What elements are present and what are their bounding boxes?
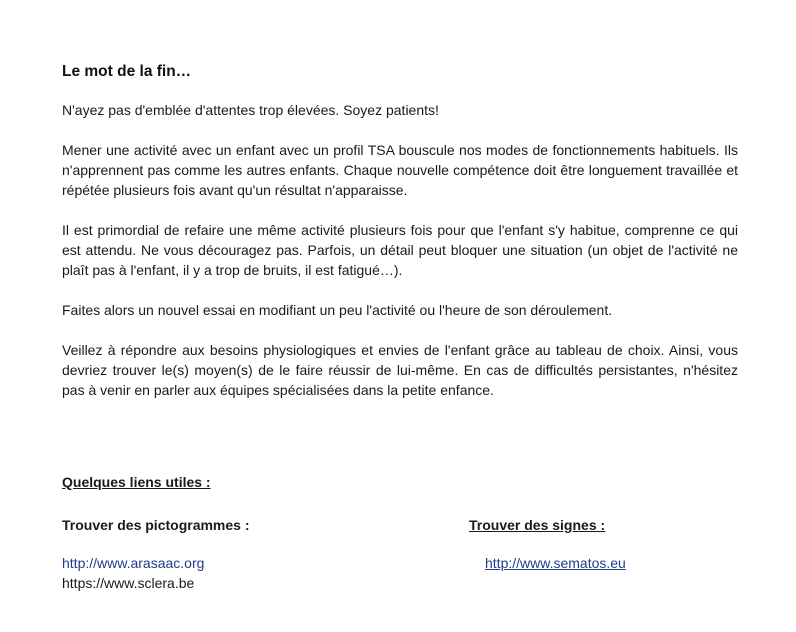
pictograms-column bbox=[62, 515, 250, 593]
useful-links-heading-text: Quelques liens utiles bbox=[62, 474, 203, 490]
sematos-link[interactable]: http://www.sematos.eu bbox=[485, 555, 626, 571]
paragraph-patience: N'ayez pas d'emblée d'attentes trop élevées. Soyez patients! bbox=[62, 102, 439, 118]
arasaac-link[interactable]: http://www.arasaac.org bbox=[62, 555, 205, 571]
paragraph-needs: Veillez à répondre aux besoins physiologiques et envies de l'enfant grâce au tableau de choix. Ainsi, vous devriez trouver le(s) moyen(s) de le faire réussir de lui-même. En cas de difficultés persistantes, n'hésitez pas à venir en parler aux équipes spécialisées dans la petite enfance. bbox=[62, 342, 738, 398]
sclera-link[interactable]: https://www.sclera.be bbox=[62, 575, 195, 591]
useful-links-heading-colon: : bbox=[202, 474, 211, 490]
useful-links-heading bbox=[62, 473, 211, 491]
paragraph-new-attempt: Faites alors un nouvel essai en modifiant un peu l'activité ou l'heure de son déroulement. bbox=[62, 302, 613, 318]
page-title: Le mot de la fin… bbox=[62, 63, 192, 80]
pictograms-title: Trouver des pictogrammes : bbox=[62, 517, 250, 533]
signs-title: Trouver des signes : bbox=[469, 517, 606, 533]
paragraph-repetition: Il est primordial de refaire une même activité plusieurs fois pour que l'enfant s'y habitue, comprenne ce qui est attendu. Ne vous découragez pas. Parfois, un détail peut bloquer une situation (un objet de l'activité ne plaît pas à l'enfant, il y a trop de bruits, il est fatigué…). bbox=[62, 222, 738, 278]
signs-column bbox=[469, 515, 626, 573]
paragraph-tsa: Mener une activité avec un enfant avec un profil TSA bouscule nos modes de fonctionnements habituels. Ils n'apprennent pas comme les autres enfants. Chaque nouvelle compétence doit être longuement travaillée et répétée plusieurs fois avant qu'un résultat n'apparaisse. bbox=[62, 142, 738, 198]
document-body bbox=[62, 62, 738, 420]
